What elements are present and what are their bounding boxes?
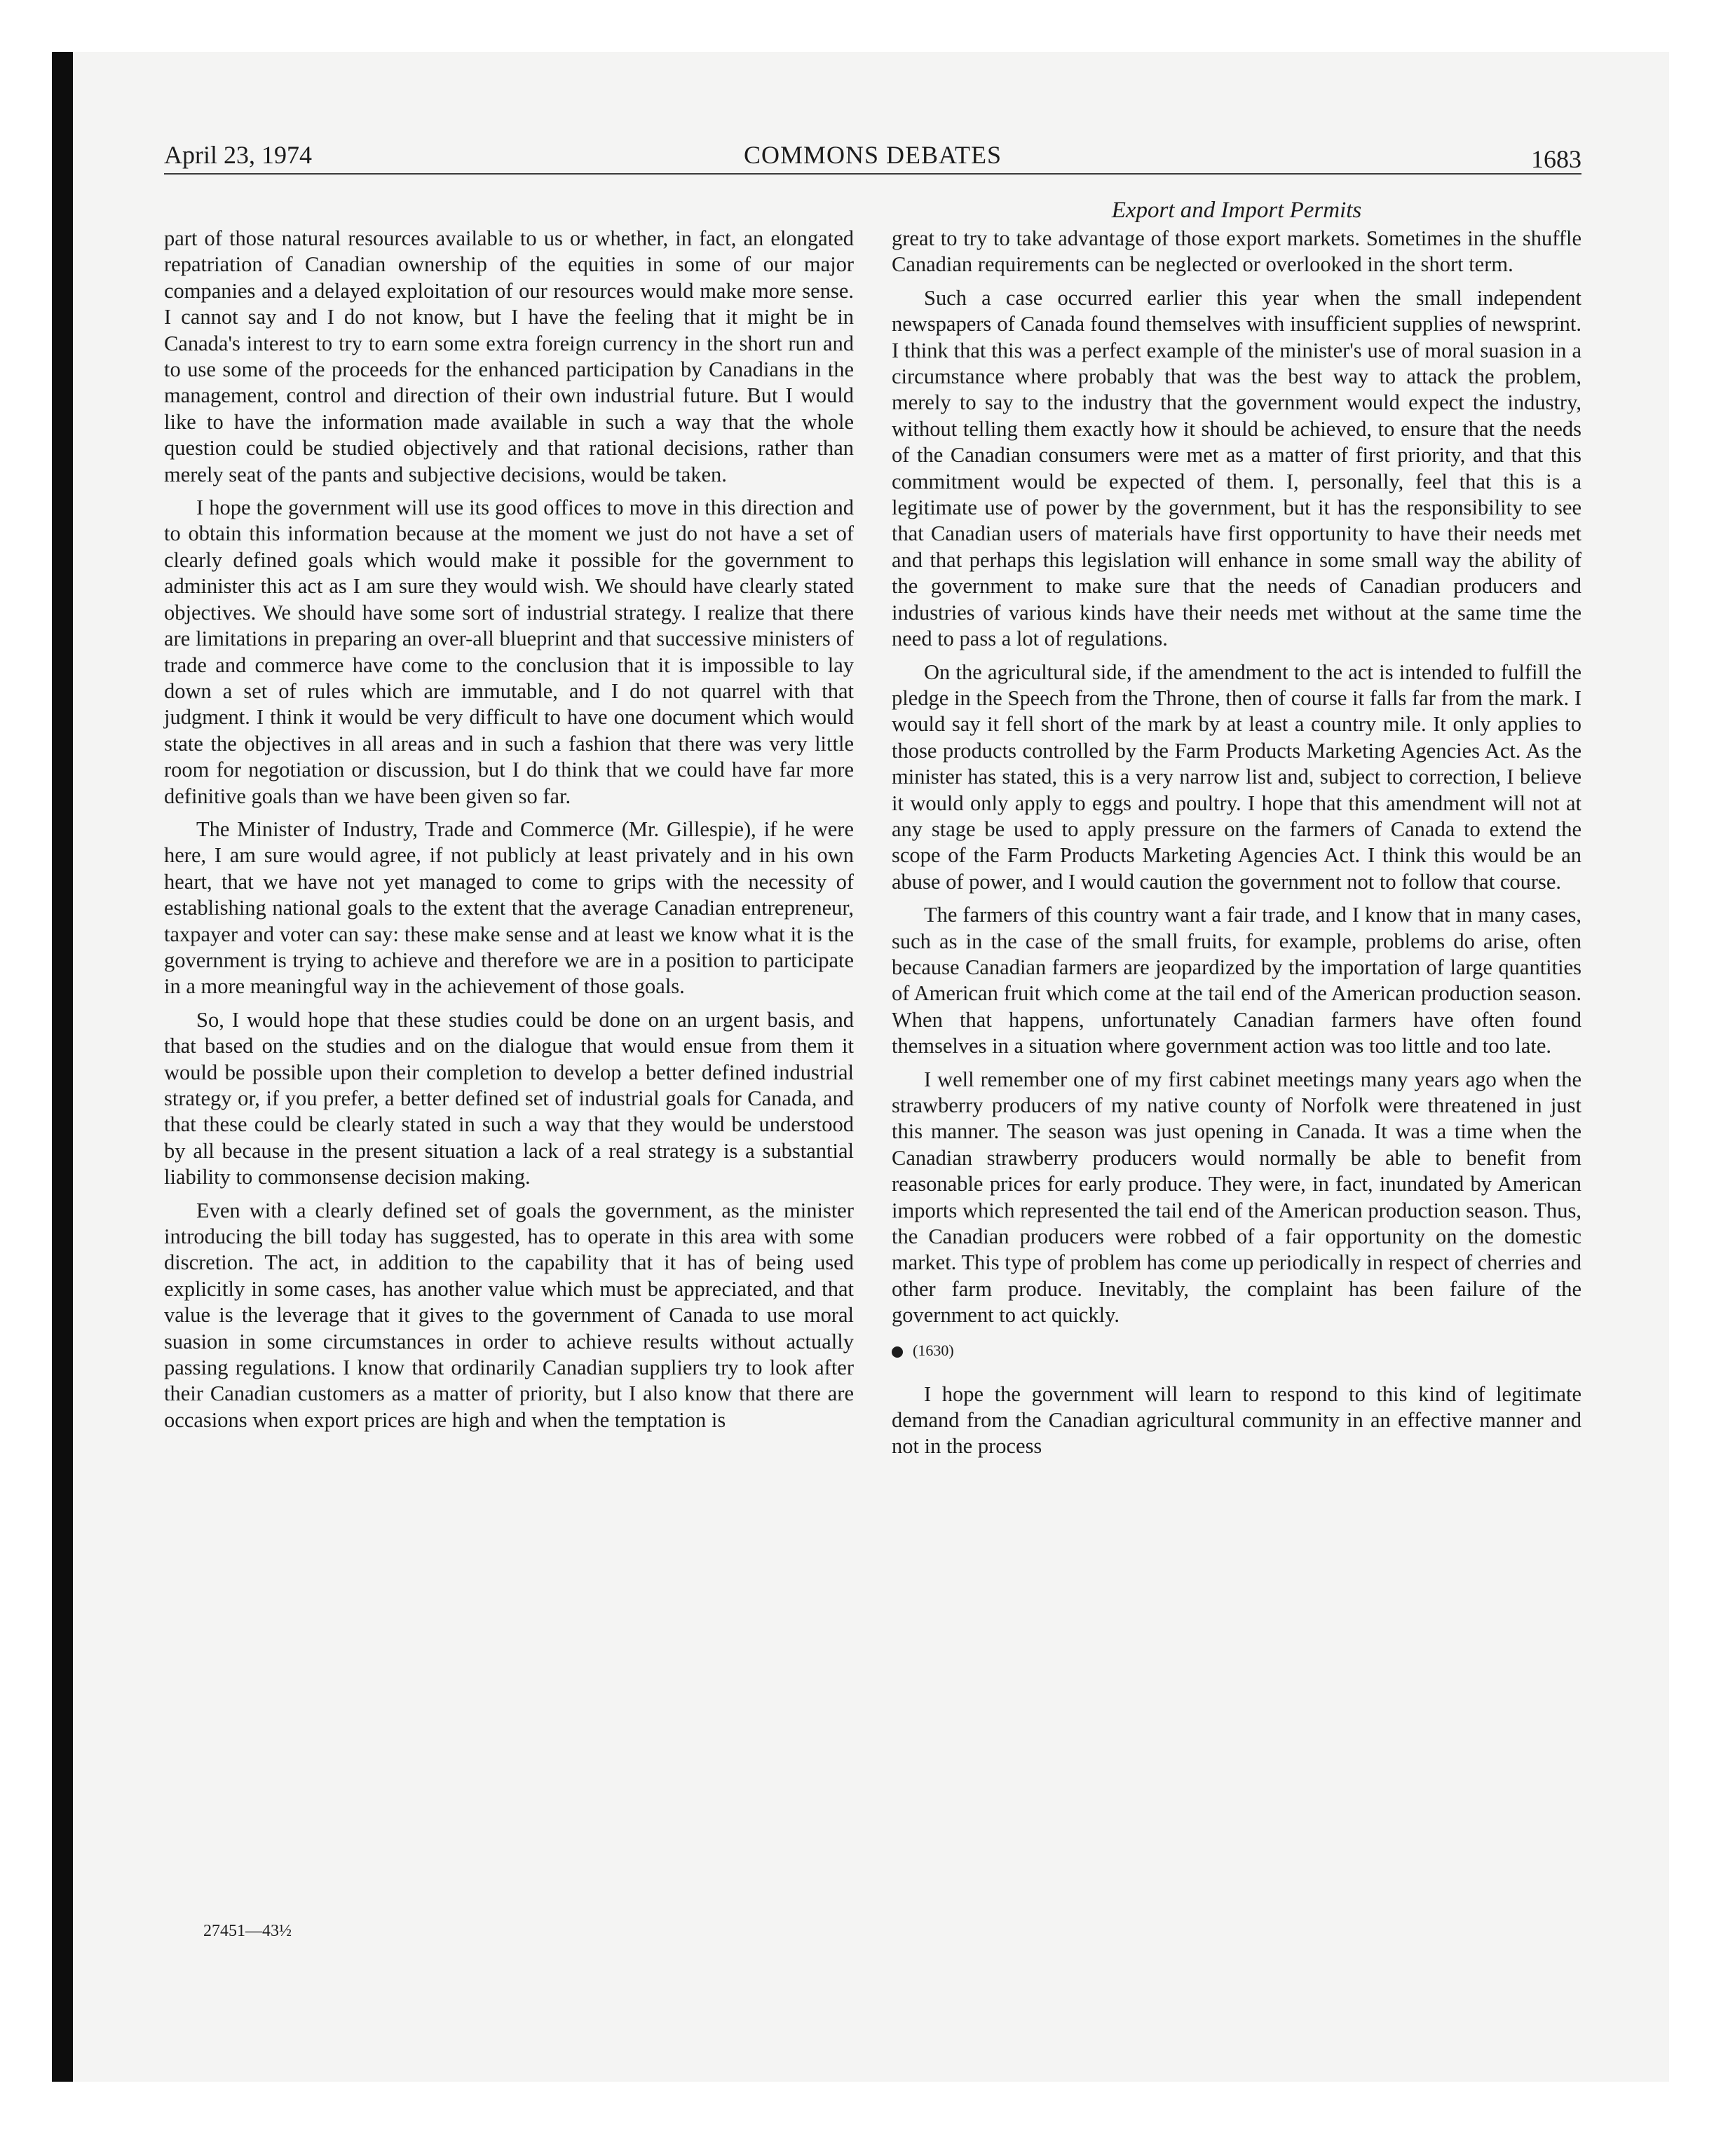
page-header	[164, 137, 1581, 175]
paragraph: The farmers of this country want a fair trade, and I know that in many cases, such as in the case of the small fruits, for example, problems do arise, often because Canadian farmers are jeopardized by the importation of large quantities of American fruit which come at the tail end of the American production season. When that happens, unfortunately Canadian farmers have often found themselves in a situation where government action was too little and too late.	[892, 903, 1581, 1058]
paragraph: So, I would hope that these studies could be done on an urgent basis, and that based on the studies and on the dialogue that would ensue from them it would be possible upon their completion to develop a better defined industrial strategy or, if you prefer, a better defined set of industrial goals for Canada, and that these could be clearly stated in such a way that they would be understood by all because in the present situation a lack of a real strategy is a substantial liability to commonsense decision making.	[164, 1007, 854, 1189]
paragraph: great to try to take advantage of those export markets. Sometimes in the shuffle Canadian requirements can be neglected or overlooked in the short term.	[892, 226, 1581, 277]
paragraph: On the agricultural side, if the amendment to the act is intended to fulfill the pledge in the Speech from the Throne, then of course it falls far from the mark. I would say it fell short of the mark by at least a country mile. It only applies to those products controlled by the Farm Products Marketing Agencies Act. As the minister has stated, this is a very narrow list and, subject to correction, I believe it would only apply to eggs and poultry. I hope that this amendment will not at any stage be used to apply pressure on the farmers of Canada to extend the scope of the Farm Products Marketing Agencies Act. I think this would be an abuse of power, and I would caution the government not to follow that course.	[892, 660, 1581, 894]
header-date: April 23, 1974	[164, 141, 312, 169]
paragraph: I hope the government will use its good offices to move in this direction and to obtain this information because at the moment we just do not have a set of clearly defined goals which would make it possible for the government to administer this act as I am sure they would wish. We should have clearly stated objectives. We should have some sort of industrial strategy. I realize that there are limitations in preparing an over-all blueprint and that successive ministers of trade and commerce have come to the conclusion that it is impossible to lay down a set of rules which are immutable, and I do not quarrel with that judgment. I think it would be very difficult to have one document which would state the objectives in all areas and in such a fashion that there was very little room for negotiation or discussion, but I do think that we could have far more definitive goals than we have been given so far.	[164, 496, 854, 808]
paragraph: Such a case occurred earlier this year when the small independent newspapers of Canada found themselves with insufficient supplies of newsprint. I think that this was a perfect example of the minister's use of moral suasion in a circumstance where probably that was the best way to attack the problem, merely to say to the industry that the government would expect the industry, without telling them exactly how it should be achieved, to ensure that the needs of the Canadian consumers were met as a matter of first priority, and that this commitment would be expected of them. I, personally, feel that this is a legitimate use of power by the government, but it has the responsibility to see that Canadian users of materials have first opportunity to have their needs met and that perhaps this legislation will enhance in some small way the ability of the government to make sure that the needs of Canadian producers and industries of various kinds have their needs met without at the same time the need to pass a lot of regulations.	[892, 285, 1581, 651]
paragraph: I well remember one of my first cabinet meetings many years ago when the strawberry producers of my native county of Norfolk were threatened in just this manner. The season was just opening in Canada. It was a time when the Canadian strawberry producers would normally be able to benefit from reasonable prices for early produce. They were, in fact, inundated by American imports which represented the tail end of the American production season. Thus, the Canadian producers were robbed of a fair opportunity on the domestic market. This type of problem has come up periodically in respect of cherries and other farm produce. Inevitably, the complaint has been failure of the government to act quickly.	[892, 1067, 1581, 1328]
time-marker-text: (1630)	[913, 1341, 954, 1359]
scan-border	[52, 52, 73, 2082]
header-title: COMMONS DEBATES	[743, 141, 1002, 169]
time-marker	[892, 1337, 1581, 1363]
paragraph: The Minister of Industry, Trade and Commerce (Mr. Gillespie), if he were here, I am sure would agree, if not publicly at least privately and in his own heart, that we have not yet managed to come to grips with the necessity of establishing national goals to the extent that the average Canadian entrepreneur, taxpayer and voter can say: these make sense and at least we know what it is the government is trying to achieve and therefore we are in a position to participate in a more meaningful way in the achievement of those goals.	[164, 817, 854, 999]
left-column	[164, 226, 854, 1440]
footer-code: 27451—43½	[203, 1922, 292, 1940]
paragraph: Even with a clearly defined set of goals the government, as the minister introducing the bill today has suggested, has to operate in this area with some discretion. The act, in addition to the capability that it has of being used explicitly in some cases, has another value which must be appreciated, and that value is the leverage that it gives to the government of Canada to use moral suasion in some circumstances in order to achieve results without actually passing regulations. I know that ordinarily Canadian suppliers try to look after their Canadian customers as a matter of priority, but I also know that there are occasions when export prices are high and when the temptation is	[164, 1198, 854, 1432]
bullet-icon	[892, 1346, 903, 1358]
header-page-number: 1683	[1531, 145, 1581, 173]
right-column	[892, 226, 1581, 1467]
paragraph: I hope the government will learn to respond to this kind of legitimate demand from the Canadian agricultural community in an effective manner and not in the process	[892, 1381, 1581, 1459]
paragraph: part of those natural resources available to us or whether, in fact, an elongated repatriation of Canadian ownership of the equities in some of our major companies and a delayed exploitation of our resources would make more sense. I cannot say and I do not know, but I have the feeling that it might be in Canada's interest to try to earn some extra foreign currency in the short run and to use some of the proceeds for the enhanced participation by Canadians in the management, control and direction of their own industrial future. But I would like to have the information made available in such a way that the whole question could be studied objectively and that rational decisions, rather than merely seat of the pants and subjective decisions, would be taken.	[164, 226, 854, 486]
subject-heading: Export and Import Permits	[1111, 198, 1362, 223]
